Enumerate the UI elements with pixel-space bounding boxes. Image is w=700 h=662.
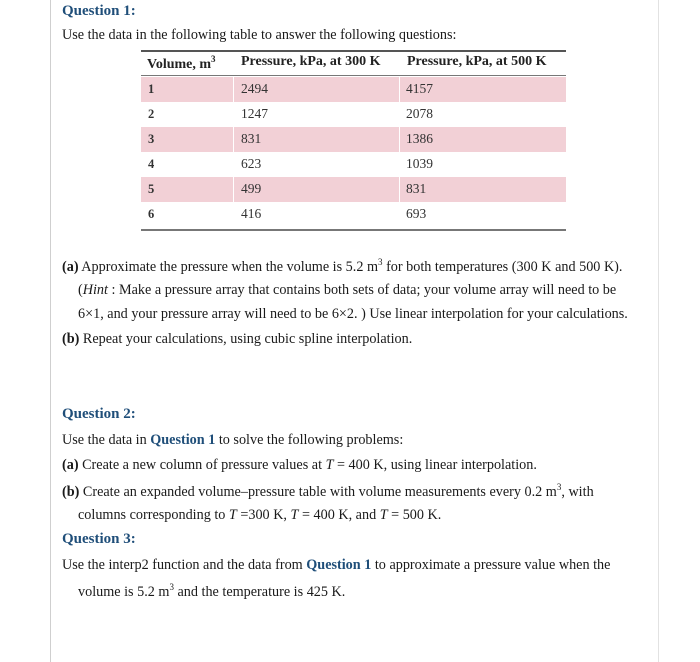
question-1-reference: Question 1 <box>150 432 216 448</box>
cell-p500: 693 <box>406 206 427 221</box>
table-row <box>141 127 566 152</box>
header-pressure-500k: Pressure, kPa, at 500 K <box>407 54 547 69</box>
table-header-rule <box>141 75 566 76</box>
cell-p300: 623 <box>241 156 262 171</box>
table-row <box>141 177 566 202</box>
cell-p300: 416 <box>241 206 262 221</box>
cell-volume: 5 <box>148 182 155 196</box>
cell-p300: 499 <box>241 181 262 196</box>
question-2-title: Question 2: <box>62 406 136 422</box>
cell-volume: 6 <box>148 207 155 221</box>
cell-p300: 1247 <box>241 106 268 121</box>
q2-part-b-line-2: columns corresponding to T =300 K, T = 400 K, and T = 500 K. <box>78 507 442 523</box>
cell-volume: 3 <box>148 132 155 146</box>
q1-hint-line-1: (Hint : Make a pressure array that contains both sets of data; your volume array will need to be <box>78 282 617 298</box>
q2-part-b: (b) Create an expanded volume–pressure table with volume measurements every 0.2 $m^3$, with <box>62 482 594 500</box>
cell-p500: 1386 <box>406 131 433 146</box>
page-left-border <box>50 0 51 662</box>
cell-volume: 1 <box>148 82 155 96</box>
table-row <box>141 202 566 227</box>
question-3-title: Question 3: <box>62 531 136 547</box>
question-1-title: Question 1: <box>62 3 136 19</box>
table-row <box>141 77 566 102</box>
cell-p500: 4157 <box>406 81 433 96</box>
cell-p300: 831 <box>241 131 262 146</box>
question-1-reference: Question 1 <box>306 557 372 573</box>
table-top-rule <box>141 50 566 52</box>
q2-part-a: (a) Create a new column of pressure values at T = 400 K, using linear interpolation. <box>62 457 537 473</box>
cell-p500: 831 <box>406 181 427 196</box>
header-volume: Volume, $m^3$ <box>147 54 216 72</box>
cell-p300: 2494 <box>241 81 268 96</box>
table-row <box>141 102 566 127</box>
page-right-border <box>658 0 659 662</box>
cell-p500: 2078 <box>406 106 433 121</box>
cell-volume: 2 <box>148 107 155 121</box>
table-bottom-rule <box>141 229 566 231</box>
cell-p500: 1039 <box>406 156 433 171</box>
header-pressure-300k: Pressure, kPa, at 300 K <box>241 54 381 69</box>
question-1-intro: Use the data in the following table to answer the following questions: <box>62 27 457 43</box>
q1-part-a: (a) Approximate the pressure when the volume is 5.2 $m^3$ for both temperatures (300 K and 500 K). <box>62 257 623 275</box>
q1-part-b: (b) Repeat your calculations, using cubic spline interpolation. <box>62 331 413 347</box>
q1-hint-line-2: 6×1, and your pressure array will need to be 6×2. ) Use linear interpolation for your calculations. <box>78 306 628 322</box>
question-3-text: Use the interp2 function and the data from Question 1 to approximate a pressure value when the <box>62 557 611 573</box>
question-3-text-line-2: volume is 5.2 $m^3$ and the temperature is 425 K. <box>78 582 346 600</box>
cell-volume: 4 <box>148 157 155 171</box>
question-2-intro: Use the data in Question 1 to solve the following problems: <box>62 432 404 448</box>
table-row <box>141 152 566 177</box>
